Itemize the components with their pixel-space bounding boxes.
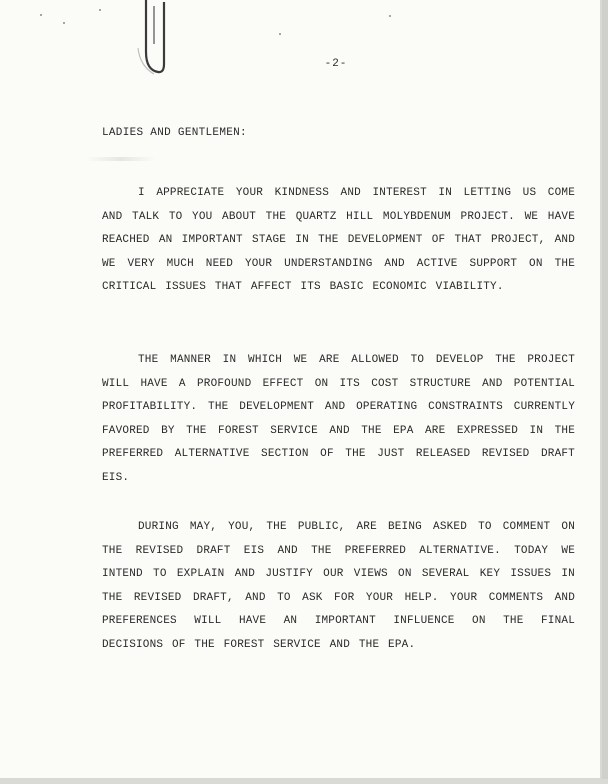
scan-speck: [389, 15, 391, 17]
body-paragraph: [102, 182, 575, 300]
scan-speck: [40, 14, 42, 16]
scan-speck: [99, 9, 101, 11]
scanner-edge-right: [602, 0, 608, 784]
scan-speck: [279, 33, 281, 35]
page-number: -2-: [324, 58, 348, 70]
body-paragraph: [102, 516, 575, 657]
salutation: LADIES AND GENTLEMEN:: [102, 127, 247, 139]
scan-speck: [63, 22, 65, 24]
scanner-edge-bottom: [0, 779, 608, 784]
paragraph-text: DURING MAY, YOU, THE PUBLIC, ARE BEING ASKED TO COMMENT ON THE REVISED DRAFT EIS AND THE PREFERRED ALTERNATIVE. TODAY WE INTEND TO EXPLAIN AND JUSTIFY OUR VIEWS ON SEVERAL KEY ISSUES IN THE REVISED DRAFT, AND TO ASK FOR YOUR HELP. YOUR COMMENTS AND PREFERENCES WILL HAVE AN IMPORTANT INFLUENCE ON THE FINAL DECISIONS OF THE FOREST SERVICE AND THE EPA.: [102, 521, 575, 651]
paragraph-text: I APPRECIATE YOUR KINDNESS AND INTEREST IN LETTING US COME AND TALK TO YOU ABOUT THE QUARTZ HILL MOLYBDENUM PROJECT. WE HAVE REACHED AN IMPORTANT STAGE IN THE DEVELOPMENT OF THAT PROJECT, AND WE VERY MUCH NEED YOUR UNDERSTANDING AND ACTIVE SUPPORT ON THE CRITICAL ISSUES THAT AFFECT ITS BASIC ECONOMIC VIABILITY.: [102, 187, 575, 293]
paragraph-text: THE MANNER IN WHICH WE ARE ALLOWED TO DEVELOP THE PROJECT WILL HAVE A PROFOUND EFFECT ON ITS COST STRUCTURE AND POTENTIAL PROFITABILITY. THE DEVELOPMENT AND OPERATING CONSTRAINTS CURRENTLY FAVORED BY THE FOREST SERVICE AND THE EPA ARE EXPRESSED IN THE PREFERRED ALTERNATIVE SECTION OF THE JUST RELEASED REVISED DRAFT EIS.: [102, 354, 575, 484]
body-paragraph: [102, 349, 575, 490]
scan-smudge: [86, 157, 156, 161]
